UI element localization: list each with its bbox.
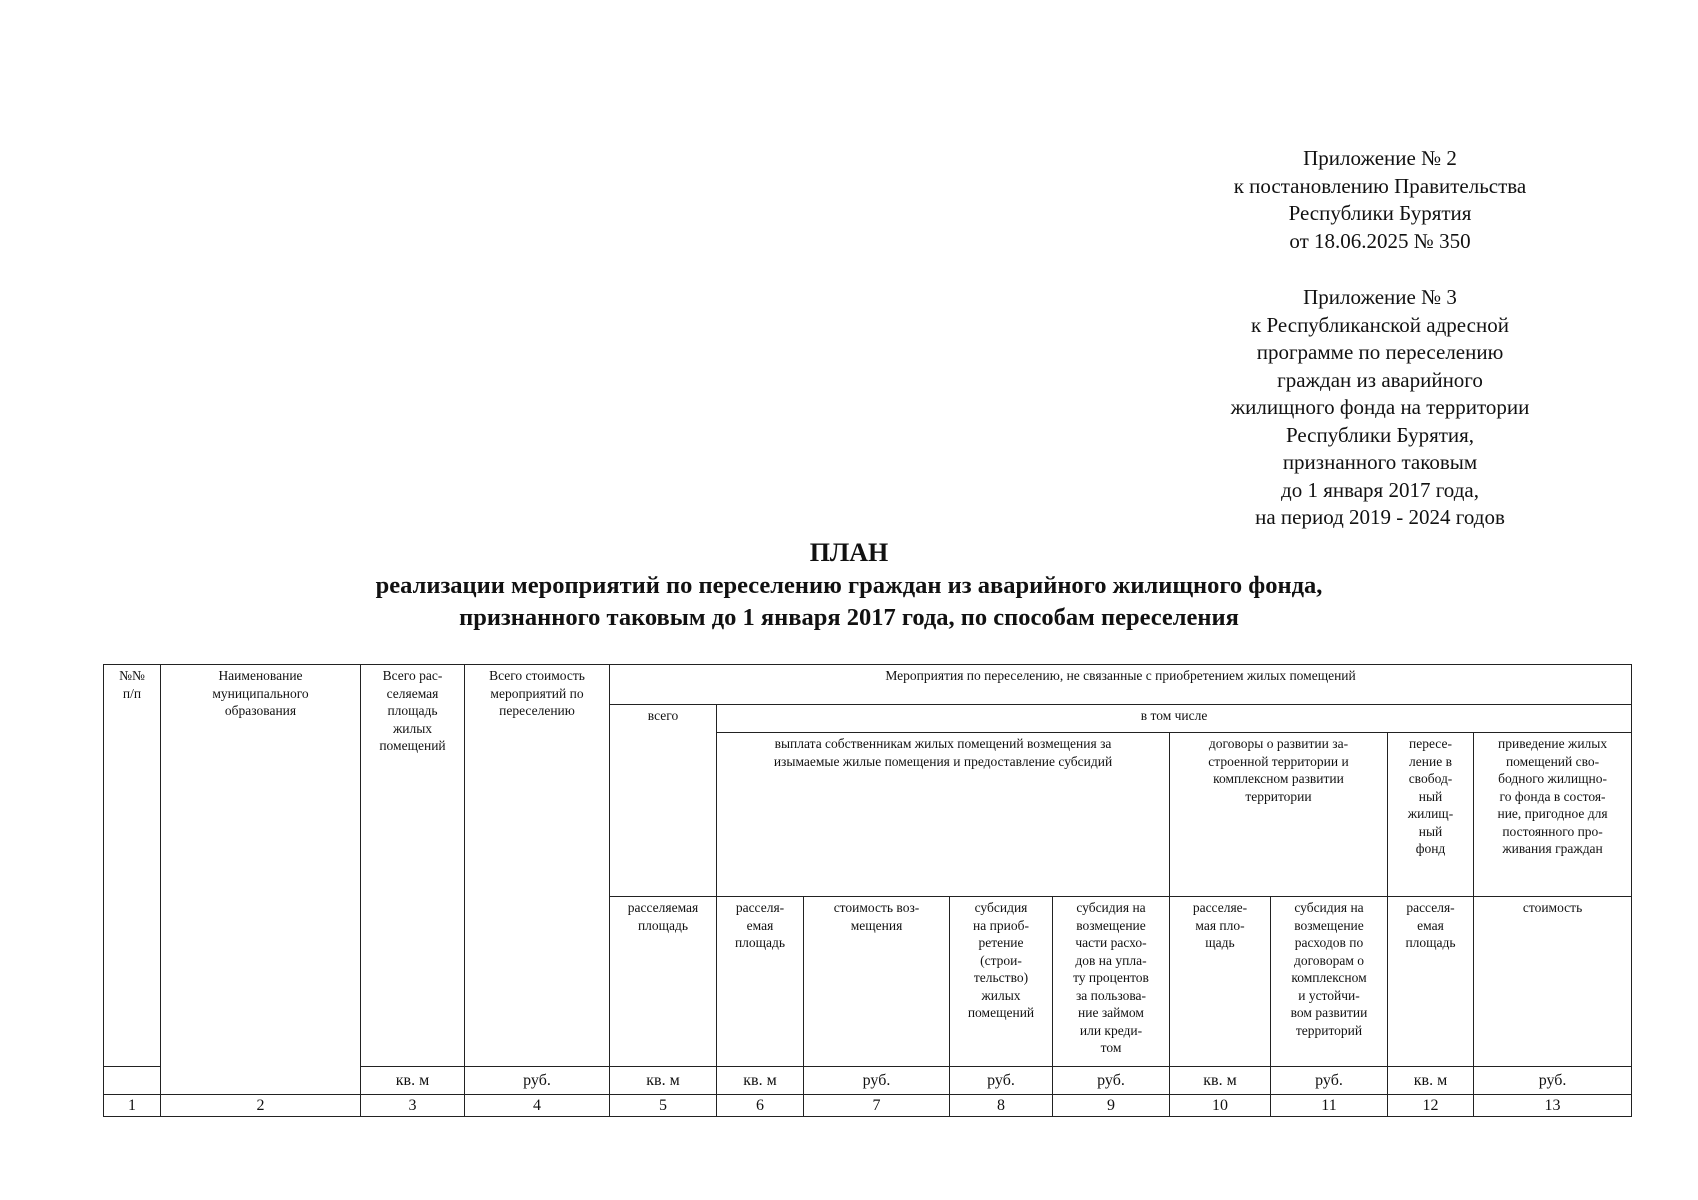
units-cell: руб. — [1053, 1067, 1170, 1095]
column-numbers-row — [104, 1095, 1632, 1117]
relocation-plan-table — [103, 664, 1632, 1117]
column-number-cell: 12 — [1388, 1095, 1474, 1117]
column-number-cell: 2 — [161, 1095, 361, 1117]
header-cell-including: в том числе — [717, 705, 1632, 733]
header-cell-contracts-group: договоры о развитии за- строенной территории и комплексном развитии территории — [1170, 733, 1388, 897]
annex-3-line: признанного таковым — [1282, 450, 1478, 474]
header-cell-sub-relocated-area-total: расселяемая площадь — [610, 897, 717, 1067]
header-cell-sub-interest-subsidy: субсидия на возмещение части расхо- дов на упла- ту процентов за пользова- ние займом или креди- том — [1053, 897, 1170, 1067]
header-cell-sub-contracts-area: расселяе- мая пло- щадь — [1170, 897, 1271, 1067]
column-number-cell: 9 — [1053, 1095, 1170, 1117]
annex-3-line: Приложение № 3 — [1303, 285, 1457, 309]
plan-heading: ПЛАН — [809, 538, 889, 567]
units-cell: кв. м — [1170, 1067, 1271, 1095]
plan-subtitle-line-1: реализации мероприятий по переселению граждан из аварийного жилищного фонда, — [375, 572, 1323, 599]
units-cell: кв. м — [1388, 1067, 1474, 1095]
annex-3-line: к Республиканской адресной — [1251, 312, 1509, 337]
annex-2-header — [1180, 145, 1580, 255]
header-cell-free-fund: пересе- ление в свобод- ный жилищ- ный фонд — [1388, 733, 1474, 897]
units-cell: кв. м — [610, 1067, 717, 1095]
header-cell-sub-free-area: расселя- емая площадь — [1388, 897, 1474, 1067]
units-cell: руб. — [950, 1067, 1053, 1095]
column-number-cell: 8 — [950, 1095, 1053, 1117]
units-cell: руб. — [1474, 1067, 1632, 1095]
units-cell: руб. — [804, 1067, 950, 1095]
column-number-cell: 10 — [1170, 1095, 1271, 1117]
header-cell-total-area: Всего рас- селяемая площадь жилых помещений — [361, 665, 465, 1067]
annex-2-line: к постановлению Правительства — [1233, 173, 1527, 198]
header-cell-sub-purchase-subsidy: субсидия на приоб- ретение (строи- тельство) жилых помещений — [950, 897, 1053, 1067]
header-cell-sub-contracts-subsidy: субсидия на возмещение расходов по договорам о комплексном и устойчи- вом развитии территорий — [1271, 897, 1388, 1067]
header-cell-sub-restoration-cost: стоимость — [1474, 897, 1632, 1067]
header-cell-total: всего — [610, 705, 717, 897]
header-cell-restoration: приведение жилых помещений сво- бодного жилищно- го фонда в состоя- ние, пригодное для постоянного про- живания граждан — [1474, 733, 1632, 897]
header-cell-municipality: Наименование муниципального образования — [161, 665, 361, 1095]
header-row-1 — [104, 665, 1632, 705]
column-number-cell: 11 — [1271, 1095, 1388, 1117]
plan-subtitle-line-2: признанного таковым до 1 января 2017 года, по способам переселения — [459, 604, 1239, 631]
column-number-cell: 7 — [804, 1095, 950, 1117]
units-cell: кв. м — [717, 1067, 804, 1095]
annex-2-line: от 18.06.2025 № 350 — [1289, 228, 1471, 253]
header-cell-total-cost: Всего стоимость мероприятий по переселению — [465, 665, 610, 1067]
header-cell-num: №№ п/п — [104, 665, 161, 1067]
units-cell-empty — [104, 1067, 161, 1095]
annex-3-line: граждан из аварийного — [1277, 367, 1483, 392]
header-cell-payment-group: выплата собственникам жилых помещений возмещения за изымаемые жилые помещения и предоставление субсидий — [717, 733, 1170, 897]
plan-title-block — [0, 536, 1698, 634]
units-cell: руб. — [1271, 1067, 1388, 1095]
column-number-cell: 3 — [361, 1095, 465, 1117]
header-cell-sub-compensation-cost: стоимость воз- мещения — [804, 897, 950, 1067]
annex-3-line: до 1 января 2017 года, — [1281, 477, 1479, 502]
annex-3-line: программе по переселению — [1256, 340, 1504, 364]
annex-2-line: Приложение № 2 — [1303, 146, 1457, 170]
units-cell: кв. м — [361, 1067, 465, 1095]
column-number-cell: 6 — [717, 1095, 804, 1117]
annex-3-line: Республики Бурятия, — [1285, 422, 1475, 447]
header-cell-sub-relocated-area-payment: расселя- емая площадь — [717, 897, 804, 1067]
annex-3-header — [1180, 284, 1580, 532]
column-number-cell: 5 — [610, 1095, 717, 1117]
column-number-cell: 13 — [1474, 1095, 1632, 1117]
annex-2-line: Республики Бурятия — [1288, 201, 1472, 225]
column-number-cell: 1 — [104, 1095, 161, 1117]
units-cell: руб. — [465, 1067, 610, 1095]
annex-3-line: жилищного фонда на территории — [1230, 395, 1530, 419]
header-cell-group-not-purchase: Мероприятия по переселению, не связанные с приобретением жилых помещений — [610, 665, 1632, 705]
column-number-cell: 4 — [465, 1095, 610, 1117]
annex-3-line: на период 2019 - 2024 годов — [1255, 505, 1505, 529]
